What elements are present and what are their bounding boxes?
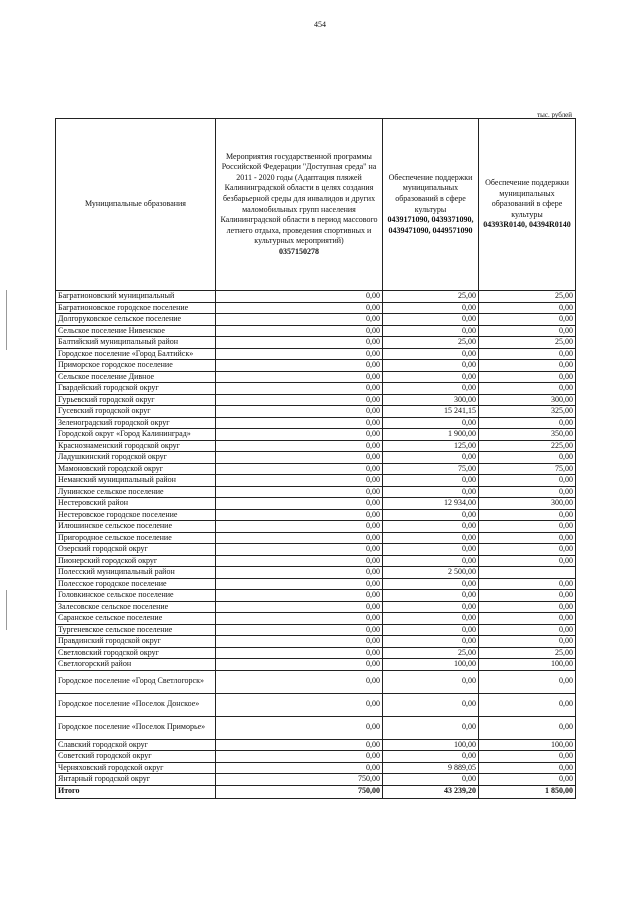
table-row	[56, 555, 576, 567]
value-cell: 0,00	[216, 498, 383, 510]
value-cell: 9 889,05	[383, 762, 479, 774]
value-cell: 0,00	[383, 693, 479, 716]
value-cell: 100,00	[479, 739, 576, 751]
value-cell: 0,00	[216, 693, 383, 716]
column-header-title: Обеспечение поддержки муниципальных образований в сфере культуры	[485, 178, 569, 219]
value-cell: 0,00	[383, 578, 479, 590]
value-cell: 0,00	[216, 463, 383, 475]
value-cell: 0,00	[479, 670, 576, 693]
value-cell: 0,00	[216, 751, 383, 763]
column-header-code: 0439171090, 0439371090, 0439471090, 0449571090	[387, 215, 474, 235]
value-cell: 25,00	[479, 337, 576, 349]
row-name-cell: Гвардейский городской округ	[56, 383, 216, 395]
value-cell: 0,00	[216, 452, 383, 464]
value-cell: 0,00	[216, 613, 383, 625]
row-name-cell: Пионерский городской округ	[56, 555, 216, 567]
value-cell: 25,00	[383, 291, 479, 303]
row-name-cell: Багратионовский муниципальный	[56, 291, 216, 303]
row-name-cell: Полесское городское поселение	[56, 578, 216, 590]
value-cell: 0,00	[479, 348, 576, 360]
value-cell: 0,00	[383, 624, 479, 636]
value-cell: 0,00	[216, 486, 383, 498]
value-cell: 0,00	[479, 302, 576, 314]
value-cell: 25,00	[479, 291, 576, 303]
value-cell: 0,00	[479, 509, 576, 521]
row-name-cell: Городской округ «Город Калининград»	[56, 429, 216, 441]
row-name-cell: Балтийский муниципальный район	[56, 337, 216, 349]
value-cell: 75,00	[479, 463, 576, 475]
value-cell: 0,00	[383, 302, 479, 314]
total-label: Итого	[56, 785, 216, 798]
budget-table	[55, 118, 576, 799]
value-cell: 0,00	[383, 486, 479, 498]
value-cell: 0,00	[216, 406, 383, 418]
value-cell: 75,00	[383, 463, 479, 475]
table-row	[56, 314, 576, 326]
table-row	[56, 417, 576, 429]
table-row	[56, 463, 576, 475]
total-cell: 750,00	[216, 785, 383, 798]
table-row	[56, 394, 576, 406]
table-row	[56, 774, 576, 786]
row-name-cell: Багратионовское городское поселение	[56, 302, 216, 314]
table-row	[56, 670, 576, 693]
value-cell: 0,00	[216, 475, 383, 487]
value-cell: 0,00	[216, 659, 383, 671]
value-cell: 225,00	[479, 440, 576, 452]
total-cell: 1 850,00	[479, 785, 576, 798]
row-name-cell: Городское поселение «Город Светлогорск»	[56, 670, 216, 693]
value-cell: 0,00	[383, 555, 479, 567]
table-header-row	[56, 119, 576, 291]
value-cell: 0,00	[479, 601, 576, 613]
row-name-cell: Приморское городское поселение	[56, 360, 216, 372]
value-cell: 300,00	[479, 394, 576, 406]
row-name-cell: Янтарный городской округ	[56, 774, 216, 786]
value-cell: 0,00	[216, 716, 383, 739]
row-name-cell: Полесский муниципальный район	[56, 567, 216, 579]
scan-margin-mark	[6, 590, 7, 630]
value-cell: 0,00	[216, 291, 383, 303]
value-cell: 0,00	[479, 624, 576, 636]
row-name-cell: Зеленоградский городской округ	[56, 417, 216, 429]
table-row	[56, 567, 576, 579]
table-row	[56, 509, 576, 521]
value-cell: 0,00	[383, 601, 479, 613]
table-row	[56, 578, 576, 590]
column-header	[56, 119, 216, 291]
value-cell: 0,00	[216, 394, 383, 406]
value-cell: 0,00	[216, 417, 383, 429]
value-cell: 0,00	[216, 578, 383, 590]
value-cell: 0,00	[216, 383, 383, 395]
value-cell: 0,00	[383, 544, 479, 556]
value-cell: 0,00	[383, 417, 479, 429]
row-name-cell: Краснознаменский городской округ	[56, 440, 216, 452]
row-name-cell: Ладушкинский городской округ	[56, 452, 216, 464]
value-cell: 0,00	[383, 716, 479, 739]
table-row	[56, 302, 576, 314]
value-cell: 0,00	[216, 302, 383, 314]
value-cell: 0,00	[383, 532, 479, 544]
total-row	[56, 785, 576, 798]
table-row	[56, 371, 576, 383]
row-name-cell: Гурьевский городской округ	[56, 394, 216, 406]
value-cell: 0,00	[479, 555, 576, 567]
value-cell: 0,00	[383, 360, 479, 372]
value-cell: 0,00	[479, 762, 576, 774]
value-cell: 0,00	[479, 693, 576, 716]
value-cell: 0,00	[216, 371, 383, 383]
row-name-cell: Славский городской округ	[56, 739, 216, 751]
row-name-cell: Городское поселение «Поселок Донское»	[56, 693, 216, 716]
table-row	[56, 521, 576, 533]
value-cell: 325,00	[479, 406, 576, 418]
column-header	[383, 119, 479, 291]
value-cell: 100,00	[383, 659, 479, 671]
value-cell: 0,00	[216, 739, 383, 751]
row-name-cell: Лунинское сельское поселение	[56, 486, 216, 498]
scan-margin-mark	[6, 290, 7, 350]
row-name-cell: Светлогорский район	[56, 659, 216, 671]
value-cell: 0,00	[216, 429, 383, 441]
value-cell: 0,00	[216, 636, 383, 648]
value-cell: 15 241,15	[383, 406, 479, 418]
table-row	[56, 659, 576, 671]
value-cell: 300,00	[479, 498, 576, 510]
value-cell: 750,00	[216, 774, 383, 786]
row-name-cell: Гусевский городской округ	[56, 406, 216, 418]
value-cell: 0,00	[216, 544, 383, 556]
value-cell: 0,00	[383, 670, 479, 693]
value-cell	[479, 567, 576, 579]
value-cell: 0,00	[216, 360, 383, 372]
table-row	[56, 291, 576, 303]
value-cell: 0,00	[216, 314, 383, 326]
table-row	[56, 590, 576, 602]
unit-note: тыс. рублей	[537, 111, 572, 119]
table-row	[56, 406, 576, 418]
value-cell: 0,00	[383, 636, 479, 648]
value-cell: 0,00	[383, 590, 479, 602]
value-cell: 0,00	[383, 774, 479, 786]
table-row	[56, 532, 576, 544]
row-name-cell: Мамоновский городской округ	[56, 463, 216, 475]
value-cell: 0,00	[383, 452, 479, 464]
value-cell: 0,00	[479, 475, 576, 487]
table-row	[56, 544, 576, 556]
table-row	[56, 348, 576, 360]
page-number: 454	[314, 20, 326, 29]
table-row	[56, 452, 576, 464]
table-row	[56, 383, 576, 395]
table-row	[56, 751, 576, 763]
row-name-cell: Илюшинское сельское поселение	[56, 521, 216, 533]
row-name-cell: Озерский городской округ	[56, 544, 216, 556]
table-row	[56, 475, 576, 487]
value-cell: 0,00	[383, 475, 479, 487]
table-row	[56, 601, 576, 613]
value-cell: 0,00	[383, 314, 479, 326]
value-cell: 0,00	[479, 532, 576, 544]
row-name-cell: Залесовское сельское поселение	[56, 601, 216, 613]
table-row	[56, 762, 576, 774]
value-cell: 0,00	[479, 383, 576, 395]
column-header	[479, 119, 576, 291]
table-row	[56, 360, 576, 372]
table-row	[56, 693, 576, 716]
value-cell: 0,00	[216, 567, 383, 579]
table-row	[56, 647, 576, 659]
row-name-cell: Сельское поселение Дивное	[56, 371, 216, 383]
table-row	[56, 486, 576, 498]
table-row	[56, 325, 576, 337]
value-cell: 0,00	[216, 532, 383, 544]
table-row	[56, 337, 576, 349]
value-cell: 0,00	[479, 544, 576, 556]
value-cell: 0,00	[479, 578, 576, 590]
value-cell: 0,00	[479, 486, 576, 498]
value-cell: 0,00	[479, 314, 576, 326]
value-cell: 0,00	[479, 716, 576, 739]
table-row	[56, 636, 576, 648]
value-cell: 125,00	[383, 440, 479, 452]
value-cell: 0,00	[479, 636, 576, 648]
table-row	[56, 624, 576, 636]
value-cell: 0,00	[479, 590, 576, 602]
row-name-cell: Саранское сельское поселение	[56, 613, 216, 625]
row-name-cell: Долгоруковское сельское поселение	[56, 314, 216, 326]
row-name-cell: Черняховский городской округ	[56, 762, 216, 774]
row-name-cell: Нестеровский район	[56, 498, 216, 510]
value-cell: 0,00	[383, 325, 479, 337]
row-name-cell: Сельское поселение Нивенское	[56, 325, 216, 337]
value-cell: 0,00	[216, 762, 383, 774]
value-cell: 2 500,00	[383, 567, 479, 579]
row-name-cell: Пригородное сельское поселение	[56, 532, 216, 544]
table-body	[56, 291, 576, 786]
value-cell: 0,00	[383, 509, 479, 521]
table-row	[56, 739, 576, 751]
column-header	[216, 119, 383, 291]
row-name-cell: Городское поселение «Поселок Приморье»	[56, 716, 216, 739]
value-cell: 350,00	[479, 429, 576, 441]
value-cell: 0,00	[216, 509, 383, 521]
value-cell: 0,00	[383, 348, 479, 360]
value-cell: 0,00	[383, 751, 479, 763]
value-cell: 0,00	[479, 417, 576, 429]
value-cell: 1 900,00	[383, 429, 479, 441]
column-header-code: 0357150278	[279, 246, 319, 256]
value-cell: 0,00	[479, 751, 576, 763]
row-name-cell: Нестеровское городское поселение	[56, 509, 216, 521]
value-cell: 25,00	[479, 647, 576, 659]
row-name-cell: Неманский муниципальный район	[56, 475, 216, 487]
value-cell: 0,00	[383, 371, 479, 383]
table-row	[56, 613, 576, 625]
value-cell: 0,00	[216, 624, 383, 636]
value-cell: 25,00	[383, 337, 479, 349]
value-cell: 0,00	[479, 613, 576, 625]
table-row	[56, 498, 576, 510]
value-cell: 0,00	[216, 647, 383, 659]
value-cell: 0,00	[216, 337, 383, 349]
value-cell: 0,00	[479, 371, 576, 383]
value-cell: 0,00	[216, 440, 383, 452]
value-cell: 0,00	[216, 325, 383, 337]
table-row	[56, 429, 576, 441]
column-header-code: 04393R0140, 04394R0140	[483, 220, 571, 230]
value-cell: 100,00	[383, 739, 479, 751]
value-cell: 0,00	[216, 601, 383, 613]
row-name-cell: Правдинский городской округ	[56, 636, 216, 648]
value-cell: 0,00	[479, 452, 576, 464]
value-cell: 0,00	[216, 555, 383, 567]
value-cell: 0,00	[479, 774, 576, 786]
row-name-cell: Тургеневское сельское поселение	[56, 624, 216, 636]
value-cell: 12 934,00	[383, 498, 479, 510]
column-header-title: Мероприятия государственной программы Российской Федерации "Доступная среда" на 2011 - 2020 годы (Адаптация пляжей Калининградской области в целях создания безбарьерной среды для инвалидов и других маломобильных групп населения Калининградской области в период массового летнего отдыха, проведения спортивных и культурных мероприятий)	[220, 151, 378, 246]
column-header-title: Обеспечение поддержки муниципальных образований в сфере культуры	[388, 172, 473, 214]
value-cell: 0,00	[216, 670, 383, 693]
row-name-cell: Советский городской округ	[56, 751, 216, 763]
value-cell: 0,00	[216, 590, 383, 602]
table-row	[56, 440, 576, 452]
column-header-title: Муниципальные образования	[85, 199, 186, 209]
value-cell: 0,00	[216, 348, 383, 360]
total-cell: 43 239,20	[383, 785, 479, 798]
value-cell: 0,00	[479, 360, 576, 372]
value-cell: 0,00	[216, 521, 383, 533]
table-row	[56, 716, 576, 739]
value-cell: 0,00	[479, 325, 576, 337]
value-cell: 25,00	[383, 647, 479, 659]
value-cell: 300,00	[383, 394, 479, 406]
value-cell: 0,00	[383, 613, 479, 625]
value-cell: 0,00	[383, 521, 479, 533]
value-cell: 100,00	[479, 659, 576, 671]
row-name-cell: Головкинское сельское поселение	[56, 590, 216, 602]
value-cell: 0,00	[383, 383, 479, 395]
row-name-cell: Светловский городской округ	[56, 647, 216, 659]
value-cell: 0,00	[479, 521, 576, 533]
row-name-cell: Городское поселение «Город Балтийск»	[56, 348, 216, 360]
